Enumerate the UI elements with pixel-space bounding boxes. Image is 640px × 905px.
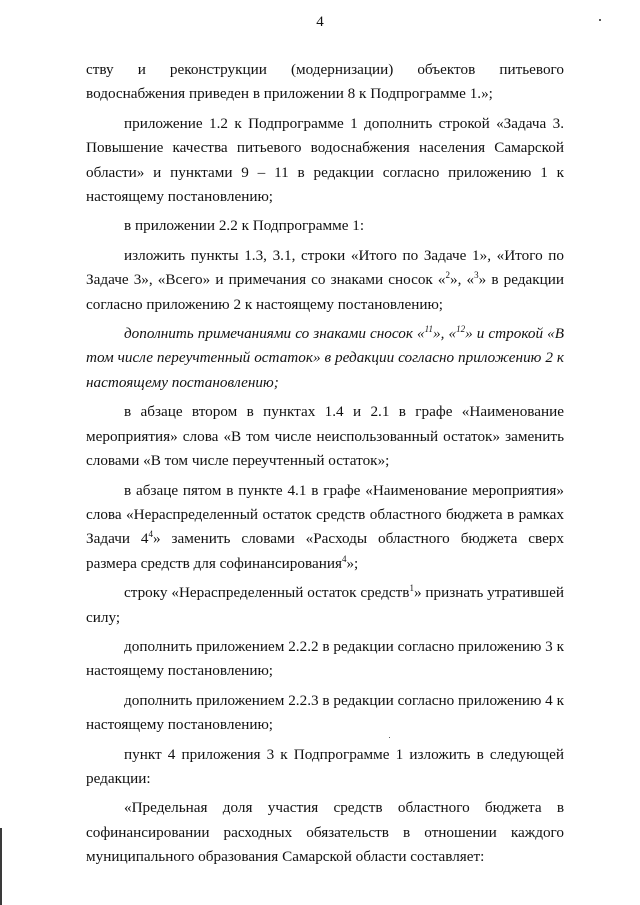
paragraph: в приложении 2.2 к Подпрограмме 1:: [124, 217, 365, 235]
paragraph: приложение 1.2 к Подпрограмме 1 дополнить строкой «Задача 3. Повышение качества питьевого водоснабжения населения Самарской области» и пунктами 9 – 11 в редакции согласно приложению 1 к настоящему постановлению;: [86, 114, 564, 206]
footnote-mark: 3: [474, 270, 479, 281]
footnote-mark: 4: [341, 553, 347, 564]
paragraph: «Предельная доля участия средств областного бюджета в софинансировании расходных обязательств в отношении каждого муниципального образования Самарской области составляет:: [86, 799, 564, 866]
footnote-mark: 4: [148, 529, 153, 540]
footnote-mark: 2: [445, 270, 451, 281]
scan-speck: [599, 19, 601, 21]
document-body: [86, 58, 564, 870]
scan-edge-shadow: [0, 828, 2, 905]
page-number: 4: [316, 14, 324, 30]
paragraph: ству и реконструкции (модернизации) объектов питьевого водоснабжения приведен в приложении 8 к Подпрограмме 1.»;: [86, 61, 564, 103]
footnote-mark: 11: [424, 324, 433, 334]
paragraph: дополнить приложением 2.2.3 в редакции согласно приложению 4 к настоящему постановлению;: [86, 691, 564, 734]
paragraph: дополнить приложением 2.2.2 в редакции согласно приложению 3 к настоящему постановлению;: [86, 637, 564, 680]
paragraph: изложить пункты 1.3, 3.1, строки «Итого по Задаче 1», «Итого по Задаче 3», «Всего» и примечания со знаками сносок «$^2$», «$^3$» в редакции согласно приложению 2 к настоящему постановлению;: [86, 246, 564, 313]
paragraph: в абзаце пятом в пункте 4.1 в графе «Наименование мероприятия» слова «Нераспределенный остаток средств областного бюджета в рамках Задачи $4^4$» заменить словами «Расходы областного бюджета сверх размера средств для софинансирования$^4$»;: [86, 481, 564, 572]
paragraph: строку «Нераспределенный остаток средств$^1$» признать утратившей силу;: [86, 583, 564, 626]
footnote-mark: 12: [456, 324, 466, 334]
paragraph: пункт 4 приложения 3 к Подпрограмме 1 изложить в следующей редакции:: [86, 745, 564, 787]
footnote-mark: 1: [409, 583, 414, 594]
paragraph: дополнить примечаниями со знаками сносок «$^{11}$», «$^{12}$» и строкой «В том числе переучтенный остаток» в редакции согласно приложению 2 к настоящему постановлению;: [86, 324, 565, 391]
paragraph: в абзаце втором в пунктах 1.4 и 2.1 в графе «Наименование мероприятия» слова «В том числе неиспользованный остаток» заменить словами «В том числе переучтенный остаток»;: [86, 403, 564, 470]
